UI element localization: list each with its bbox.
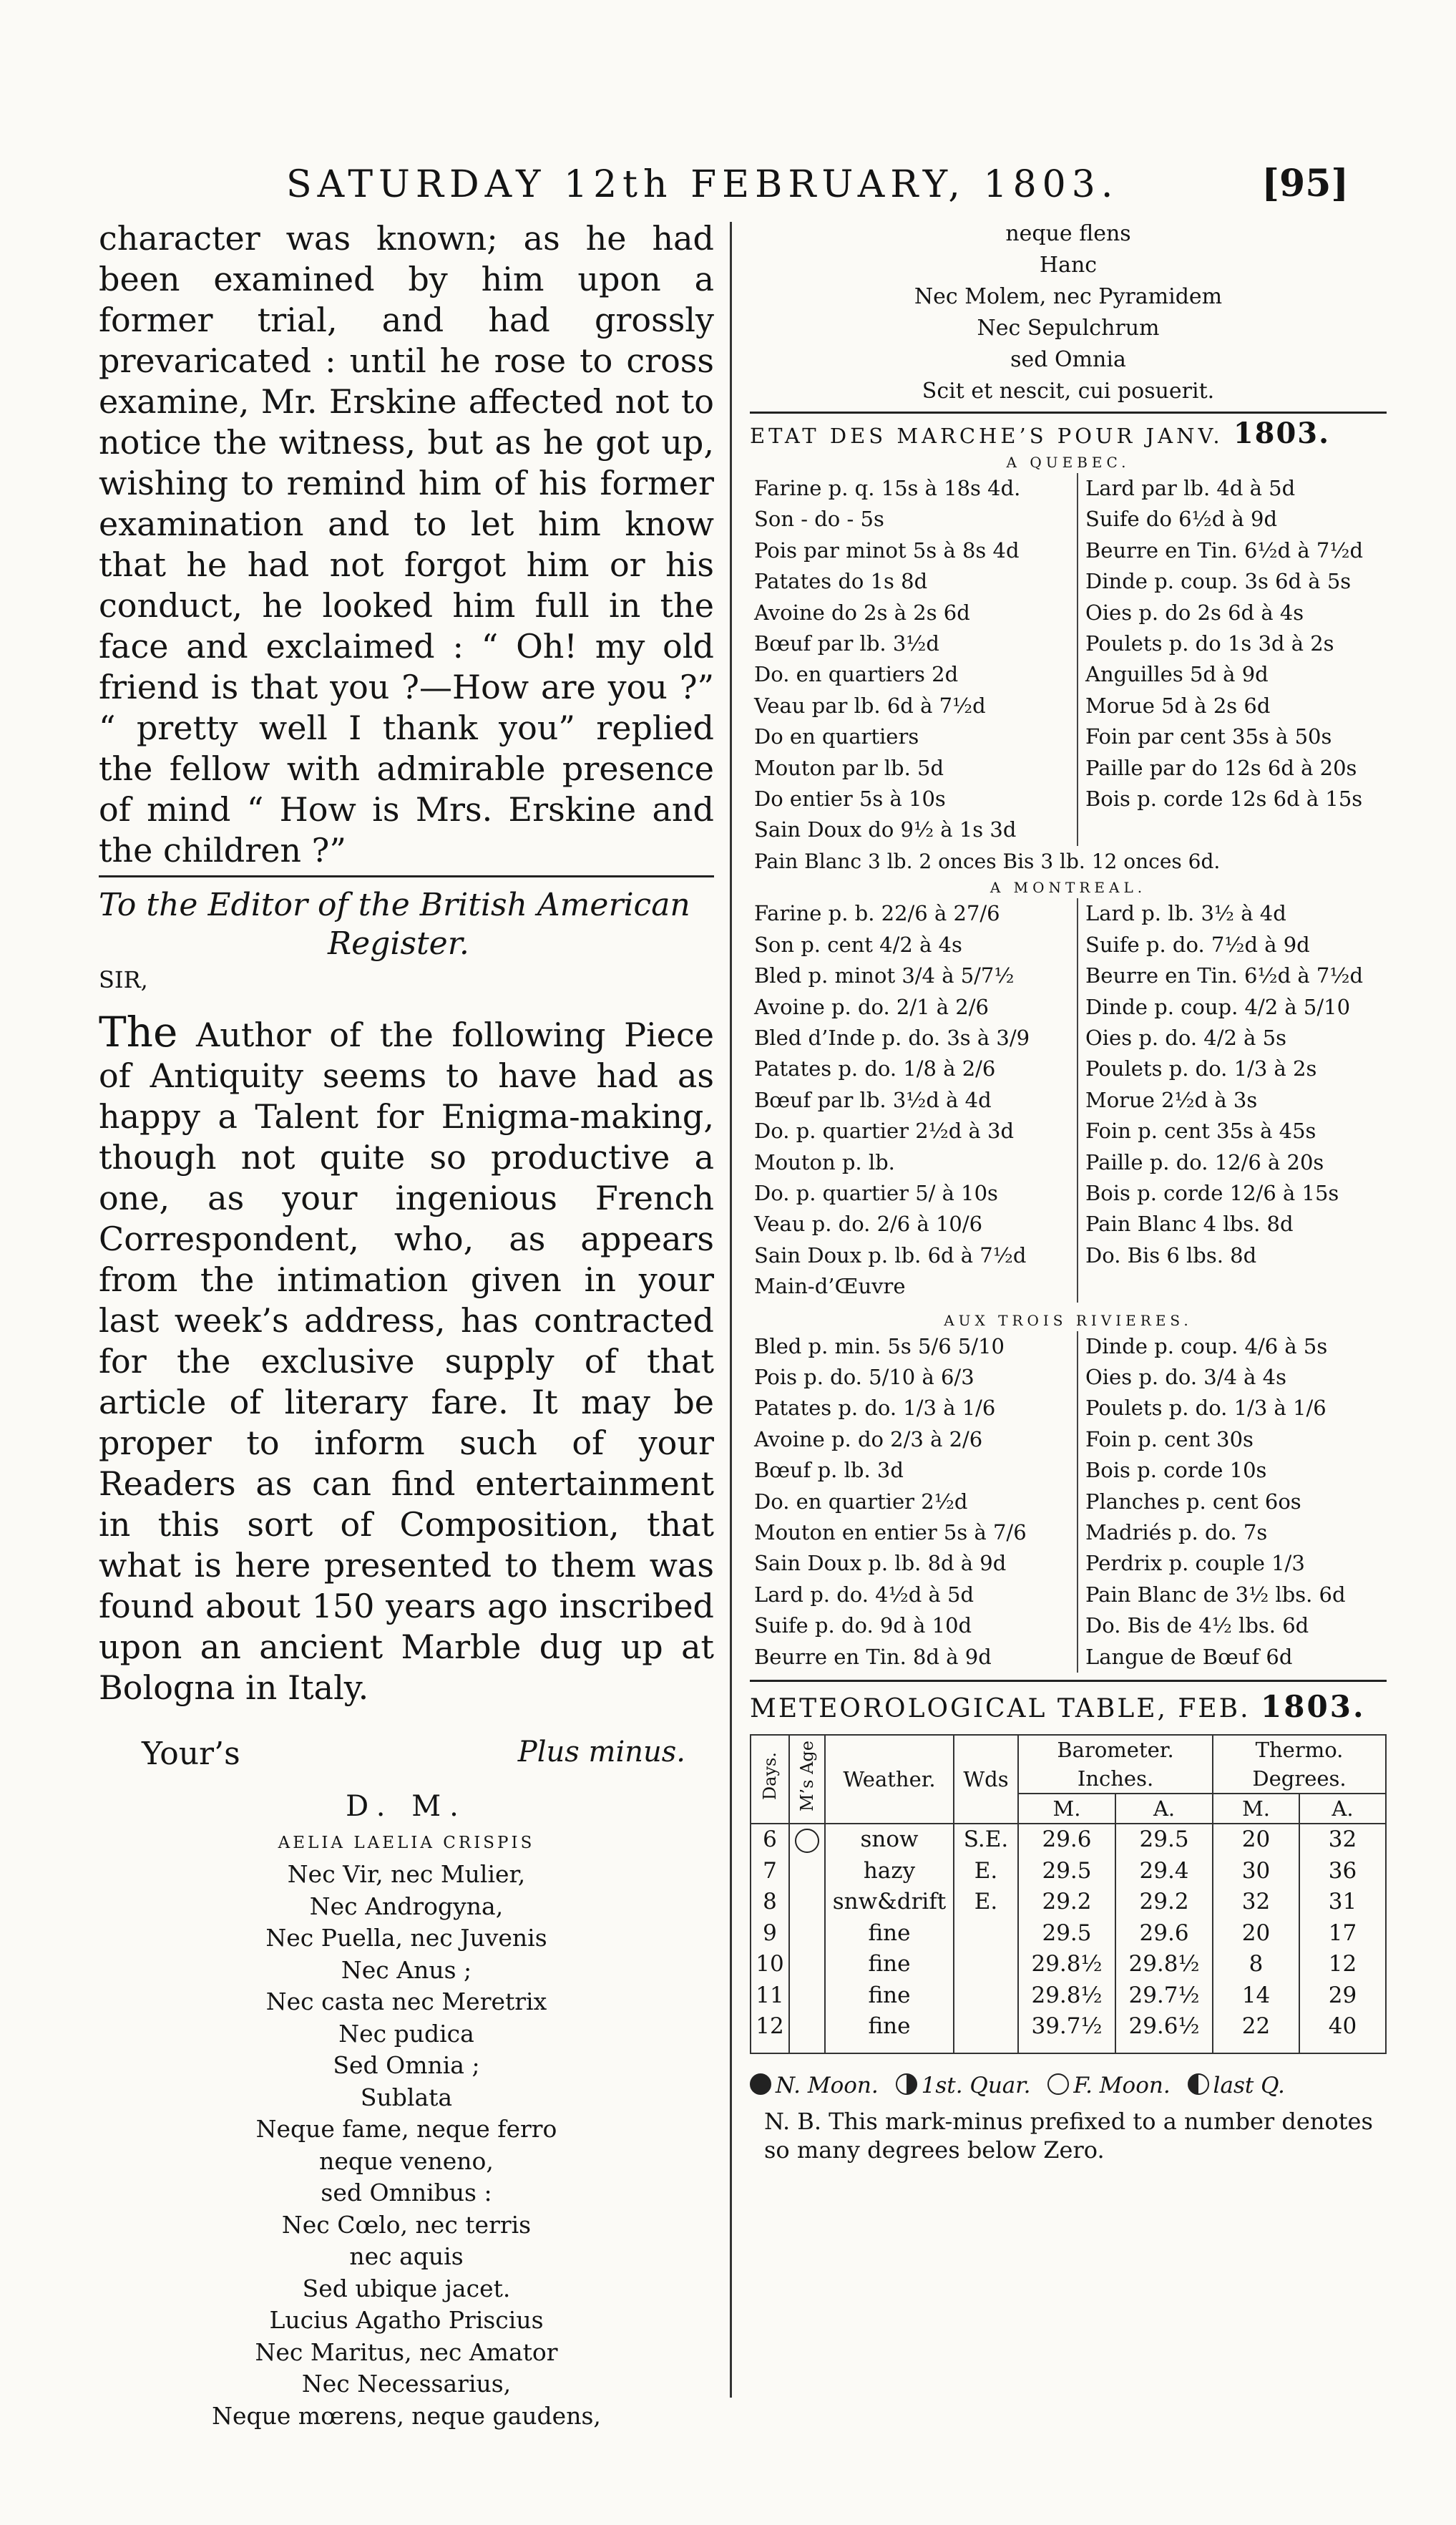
price-row (750, 1331, 1387, 1362)
price-cell-left: Mouton en entier 5s à 7/6 (750, 1517, 1078, 1548)
price-row (750, 1054, 1387, 1084)
price-cell-right: Lard par lb. 4d à 5d (1085, 476, 1296, 500)
montreal-price-table (750, 898, 1387, 1302)
legend-new-moon: N. Moon. (776, 2072, 879, 2098)
cell-th-a: 17 (1299, 1918, 1386, 1950)
price-cell-right: Foin par cent 35s à 50s (1085, 724, 1332, 749)
cell-weather: fine (825, 1949, 954, 1980)
letter-text: Author of the following Piece of Antiquity seems to have had as happy a Talent for Enigma-making, though not quite so productive a one, as your ingenious French Correspondent, who, as appears from the intimation given in your last week’s address, has contracted for the exclusive supply of that article of literary fare. It may be proper to inform such of your Readers as can find entertainment in this sort of Composition, that what is here presented to them was found about 150 years ago inscribed upon an ancient Marble dug up at Bologna in Italy. (99, 1016, 714, 1707)
cell-day: 9 (751, 1918, 789, 1950)
price-cell-left: Farine p. q. 15s à 18s 4d. (750, 473, 1078, 504)
price-row (750, 1209, 1387, 1240)
cell-th-a: 36 (1299, 1856, 1386, 1887)
price-row (750, 1642, 1387, 1673)
new-moon-icon (750, 2073, 771, 2095)
cell-bar-a: 29.6½ (1115, 2011, 1213, 2053)
meteorological-title (750, 1689, 1387, 1724)
price-cell-left: Main-d’Œuvre (750, 1271, 1078, 1302)
price-cell-left: Veau par lb. 6d à 7½d (750, 691, 1078, 721)
cell-th-a: 29 (1299, 1980, 1386, 2012)
epigraph-line: Nec Molem, nec Pyramidem (914, 284, 1223, 309)
cell-bar-a: 29.7½ (1115, 1980, 1213, 2012)
epigraph-line: sed Omnia (1010, 347, 1126, 372)
price-row (750, 898, 1387, 929)
price-row (750, 1240, 1387, 1271)
cell-weather: snow (825, 1824, 954, 1856)
inscription-line: Nec Androgyna, (309, 1892, 504, 1920)
moon-age-cell (789, 1980, 825, 2012)
price-row (750, 1455, 1387, 1486)
price-cell-right: Foin p. cent 35s à 45s (1085, 1119, 1316, 1144)
price-cell-left: Sain Doux do 9½ à 1s 3d (750, 814, 1078, 845)
legend-full-moon: F. Moon. (1073, 2072, 1171, 2098)
price-row (750, 473, 1387, 504)
inscription-line: Nec Necessarius, (301, 2370, 512, 2398)
inscription-line: Lucius Agatho Priscius (269, 2306, 544, 2334)
moon-age-cell (789, 1887, 825, 1918)
price-cell-left: Mouton par lb. 5d (750, 753, 1078, 784)
inscription-line: Neque mœrens, neque gaudens, (212, 2401, 601, 2430)
cell-day: 12 (751, 2011, 789, 2053)
cell-weather: fine (825, 2011, 954, 2053)
cell-bar-m: 29.5 (1018, 1918, 1115, 1950)
cell-bar-m: 29.6 (1018, 1824, 1115, 1856)
inscription-line: Sed ubique jacet. (302, 2274, 511, 2302)
epigraph-line: Hanc (1039, 253, 1098, 278)
trois-rivieres-price-table (750, 1331, 1387, 1673)
weather-row (751, 1949, 1386, 1980)
inscription-dm: D. M. (346, 1790, 467, 1823)
col-bar-m: M. (1018, 1794, 1115, 1824)
weather-row (751, 1918, 1386, 1950)
section-divider (99, 875, 714, 877)
moon-age-cell (789, 1824, 825, 1856)
inscription-line: Sed Omnia ; (333, 2051, 480, 2079)
cell-bar-a: 29.4 (1115, 1856, 1213, 1887)
price-cell-right (1078, 814, 1387, 845)
letter-heading-line1: To the Editor of the British American (99, 887, 690, 923)
price-row (750, 598, 1387, 628)
cell-wind (954, 1949, 1018, 1980)
full-moon-icon (1047, 2073, 1069, 2095)
moon-age-cell (789, 1856, 825, 1887)
cell-th-m: 14 (1213, 1980, 1299, 2012)
price-cell-left: Farine p. b. 22/6 à 27/6 (750, 898, 1078, 929)
price-row (750, 1116, 1387, 1147)
price-row (750, 992, 1387, 1023)
quebec-price-table (750, 473, 1387, 877)
price-row (750, 1517, 1387, 1548)
price-cell-left: Beurre en Tin. 8d à 9d (750, 1642, 1078, 1673)
cell-th-a: 32 (1299, 1824, 1386, 1856)
bread-price: Pain Blanc 3 lb. 2 onces Bis 3 lb. 12 onces 6d. (754, 849, 1221, 873)
price-cell-left: Bled p. min. 5s 5/6 5/10 (750, 1331, 1078, 1362)
price-cell-right: Dinde p. coup. 4/2 à 5/10 (1085, 994, 1351, 1019)
cell-day: 7 (751, 1856, 789, 1887)
inscription-line: sed Omnibus : (321, 2179, 492, 2207)
cell-weather: snw&drift (825, 1887, 954, 1918)
inscription-line: Nec Puella, nec Juvenis (265, 1924, 547, 1952)
signature-line (142, 1736, 685, 1772)
cell-bar-m: 29.2 (1018, 1887, 1115, 1918)
price-cell-left: Mouton p. lb. (750, 1147, 1078, 1178)
salutation: SIR, (99, 966, 148, 993)
price-cell-right: Do. Bis 6 lbs. 8d (1085, 1242, 1257, 1268)
price-cell-right (1078, 1271, 1387, 1302)
market-title-text: ETAT DES MARCHE’S POUR JANV. (750, 424, 1223, 448)
cell-th-a: 31 (1299, 1887, 1386, 1918)
legend-first-quarter: 1st. Quar. (921, 2072, 1031, 2098)
left-column (99, 218, 714, 2432)
inscription-line: Neque fame, neque ferro (255, 2115, 557, 2143)
weather-row (751, 1856, 1386, 1887)
first-quarter-icon (896, 2073, 917, 2095)
letter-first-word: The (99, 1008, 178, 1056)
price-row (750, 659, 1387, 690)
price-row (750, 628, 1387, 659)
price-cell-left: Avoine do 2s à 2s 6d (750, 598, 1078, 628)
price-row (750, 784, 1387, 814)
price-row (750, 504, 1387, 535)
price-row (750, 1362, 1387, 1393)
weather-row (751, 1887, 1386, 1918)
latin-inscription (99, 1791, 714, 2432)
price-cell-right: Perdrix p. couple 1/3 (1085, 1551, 1305, 1576)
price-cell-right: Foin p. cent 30s (1085, 1426, 1254, 1451)
cell-wind: E. (954, 1856, 1018, 1887)
cell-bar-m: 29.8½ (1018, 1980, 1115, 2012)
trois-rivieres-heading: AUX TROIS RIVIERES. (944, 1311, 1193, 1329)
cell-th-m: 22 (1213, 2011, 1299, 2053)
price-cell-left: Veau p. do. 2/6 à 10/6 (750, 1209, 1078, 1240)
price-row (750, 1178, 1387, 1209)
price-cell-left: Do. p. quartier 2½d à 3d (750, 1116, 1078, 1147)
inscription-line: nec aquis (349, 2242, 464, 2270)
running-head: SATURDAY 12th FEBRUARY, 1803. (286, 163, 1119, 206)
bread-price-row (750, 846, 1387, 877)
cell-bar-a: 29.8½ (1115, 1949, 1213, 1980)
price-cell-right: Morue 5d à 2s 6d (1085, 693, 1271, 718)
market-year: 1803. (1233, 417, 1331, 450)
inscription-line: Sublata (360, 2083, 453, 2111)
price-cell-left: Sain Doux p. lb. 6d à 7½d (750, 1240, 1078, 1271)
last-quarter-icon (1188, 2073, 1209, 2095)
col-thermometer: Thermo. Degrees. (1213, 1735, 1386, 1794)
price-row (750, 1147, 1387, 1178)
price-row (750, 960, 1387, 991)
price-cell-right: Anguilles 5d à 9d (1085, 662, 1269, 687)
cell-bar-a: 29.5 (1115, 1824, 1213, 1856)
cell-th-m: 20 (1213, 1824, 1299, 1856)
price-cell-right: Morue 2½d à 3s (1085, 1087, 1258, 1112)
col-th-m: M. (1213, 1794, 1299, 1824)
cell-th-a: 40 (1299, 2011, 1386, 2053)
price-row (750, 930, 1387, 960)
price-cell-left: Son p. cent 4/2 à 4s (750, 930, 1078, 960)
inscription-line: Nec Vir, nec Mulier, (287, 1860, 526, 1888)
footnote: N. B. This mark-minus prefixed to a number denotes so many degrees below Zero. (764, 2107, 1373, 2164)
price-row (750, 1023, 1387, 1054)
col-barometer: Barometer. Inches. (1018, 1735, 1213, 1794)
price-row (750, 1393, 1387, 1424)
moon-legend (750, 2073, 1387, 2098)
price-row (750, 535, 1387, 566)
price-cell-right: Poulets p. do. 1/3 à 1/6 (1085, 1396, 1326, 1421)
cell-bar-m: 29.5 (1018, 1856, 1115, 1887)
full-moon-icon (795, 1829, 819, 1853)
price-cell-left: Patates p. do. 1/3 à 1/6 (750, 1393, 1078, 1424)
weather-row (751, 2011, 1386, 2053)
price-cell-right: Bois p. corde 12/6 à 15s (1085, 1180, 1339, 1205)
price-row (750, 814, 1387, 845)
price-cell-right: Paille p. do. 12/6 à 20s (1085, 1149, 1324, 1174)
cell-bar-a: 29.2 (1115, 1887, 1213, 1918)
price-row (750, 721, 1387, 752)
inscription-continuation (750, 218, 1387, 407)
cell-weather: fine (825, 1918, 954, 1950)
price-cell-left: Do. p. quartier 5/ à 10s (750, 1178, 1078, 1209)
price-cell-left: Do. en quartiers 2d (750, 659, 1078, 690)
price-row (750, 1424, 1387, 1455)
price-cell-right: Madriés p. do. 7s (1085, 1520, 1268, 1544)
price-cell-left: Sain Doux p. lb. 8d à 9d (750, 1548, 1078, 1579)
epigraph-line: Scit et nescit, cui posuerit. (922, 379, 1215, 404)
inscription-line: neque veneno, (319, 2146, 494, 2175)
price-row (750, 691, 1387, 721)
price-cell-left: Do entier 5s à 10s (750, 784, 1078, 814)
cell-day: 11 (751, 1980, 789, 2012)
price-cell-right: Oies p. do. 3/4 à 4s (1085, 1364, 1286, 1389)
price-cell-left: Bled p. minot 3/4 à 5/7½ (750, 960, 1078, 991)
letter-body (99, 1008, 714, 1708)
price-row (750, 1580, 1387, 1610)
signature-yours: Your’s (142, 1736, 240, 1772)
weather-row (751, 1824, 1386, 1856)
cell-bar-m: 39.7½ (1018, 2011, 1115, 2053)
right-column (750, 218, 1387, 2164)
section-divider (750, 412, 1387, 414)
cell-day: 10 (751, 1949, 789, 1980)
price-cell-right: Oies p. do 2s 6d à 4s (1085, 600, 1304, 625)
price-cell-right: Beurre en Tin. 6½d à 7½d (1085, 537, 1364, 563)
price-cell-left: Bœuf p. lb. 3d (750, 1455, 1078, 1486)
market-table-title (750, 418, 1387, 452)
price-cell-left: Patates do 1s 8d (750, 566, 1078, 597)
cell-wind (954, 2011, 1018, 2053)
signature-name: Plus minus. (517, 1736, 685, 1769)
price-cell-right: Poulets p. do 1s 3d à 2s (1085, 631, 1334, 656)
moon-age-cell (789, 1949, 825, 1980)
price-cell-right: Dinde p. coup. 4/6 à 5s (1085, 1333, 1328, 1358)
price-cell-right: Paille par do 12s 6d à 20s (1085, 755, 1357, 780)
page-number: [95] (1261, 162, 1349, 205)
inscription-line: Nec Cœlo, nec terris (281, 2210, 532, 2239)
price-cell-right: Planches p. cent 6os (1085, 1489, 1301, 1514)
cell-wind: E. (954, 1887, 1018, 1918)
erskine-anecdote: character was known; as he had been examined by him upon a former trial, and had grossly prevaricated : until he rose to cross examine, Mr. Erskine affected not to notice the witness, but as he got up, wishing to remind him of his former examination and to let him know that he had not forgot him or his conduct, he looked him full in the face and exclaimed : “ Oh! my old friend is that you ?—How are you ?” “ pretty well I thank you” replied the fellow with admirable presence of mind “ How is Mrs. Erskine and the children ?” (99, 219, 714, 870)
cell-day: 8 (751, 1887, 789, 1918)
cell-th-a: 12 (1299, 1949, 1386, 1980)
col-moons-age: M’s Age (789, 1735, 825, 1824)
col-weather: Weather. (825, 1735, 954, 1824)
price-cell-right: Langue de Bœuf 6d (1085, 1644, 1293, 1669)
price-cell-left: Son - do - 5s (750, 504, 1078, 535)
price-cell-left: Lard p. do. 4½d à 5d (750, 1580, 1078, 1610)
meteorological-table (750, 1734, 1387, 2054)
cell-weather: fine (825, 1980, 954, 2012)
inscription-line: Nec Maritus, nec Amator (255, 2337, 558, 2366)
weather-row (751, 1980, 1386, 2012)
moon-age-cell (789, 2011, 825, 2053)
cell-wind (954, 1918, 1018, 1950)
price-row (750, 1085, 1387, 1116)
price-row (750, 1271, 1387, 1302)
price-cell-right: Oies p. do. 4/2 à 5s (1085, 1025, 1286, 1050)
cell-th-m: 30 (1213, 1856, 1299, 1887)
cell-wind (954, 1980, 1018, 2012)
cell-bar-m: 29.8½ (1018, 1949, 1115, 1980)
met-title-text: METEOROLOGICAL TABLE, FEB. (750, 1694, 1251, 1724)
moon-age-cell (789, 1918, 825, 1950)
letter-heading (99, 886, 714, 963)
col-days: Days. (751, 1735, 789, 1824)
price-row (750, 1487, 1387, 1517)
price-cell-left: Suife p. do. 9d à 10d (750, 1610, 1078, 1641)
price-cell-right: Suife do 6½d à 9d (1085, 507, 1278, 532)
montreal-heading: A MONTREAL. (990, 879, 1147, 897)
price-row (750, 566, 1387, 597)
epigraph-line: Nec Sepulchrum (977, 316, 1160, 341)
price-cell-left: Bœuf par lb. 3½d à 4d (750, 1085, 1078, 1116)
cell-th-m: 8 (1213, 1949, 1299, 1980)
price-cell-right: Pain Blanc de 3½ lbs. 6d (1085, 1582, 1346, 1607)
price-cell-right: Suife p. do. 7½d à 9d (1085, 932, 1310, 957)
price-cell-right: Poulets p. do. 1/3 à 2s (1085, 1056, 1317, 1081)
section-divider (750, 1680, 1387, 1682)
legend-last-quarter: last Q. (1213, 2072, 1285, 2098)
inscription-line: Nec Anus ; (341, 1955, 472, 1984)
cell-weather: hazy (825, 1856, 954, 1887)
met-year: 1803. (1261, 1689, 1366, 1725)
price-cell-right: Beurre en Tin. 6½d à 7½d (1085, 963, 1364, 988)
price-cell-right: Bois p. corde 10s (1085, 1458, 1267, 1483)
price-cell-right: Bois p. corde 12s 6d à 15s (1085, 787, 1363, 812)
price-cell-right: Do. Bis de 4½ lbs. 6d (1085, 1613, 1309, 1638)
price-cell-left: Bœuf par lb. 3½d (750, 628, 1078, 659)
cell-wind: S.E. (954, 1824, 1018, 1856)
price-cell-left: Avoine p. do 2/3 à 2/6 (750, 1424, 1078, 1455)
cell-day: 6 (751, 1824, 789, 1856)
price-cell-left: Patates p. do. 1/8 à 2/6 (750, 1054, 1078, 1084)
cell-th-m: 20 (1213, 1918, 1299, 1950)
price-cell-right: Dinde p. coup. 3s 6d à 5s (1085, 569, 1352, 594)
price-cell-right: Pain Blanc 4 lbs. 8d (1085, 1212, 1294, 1237)
col-bar-a: A. (1115, 1794, 1213, 1824)
column-rule (730, 222, 732, 2398)
inscription-line: Nec casta nec Meretrix (265, 1988, 547, 2015)
price-cell-left: Pois p. do. 5/10 à 6/3 (750, 1362, 1078, 1393)
epigraph-line: neque flens (1005, 221, 1131, 246)
cell-bar-a: 29.6 (1115, 1918, 1213, 1950)
cell-th-m: 32 (1213, 1887, 1299, 1918)
price-cell-left: Do. en quartier 2½d (750, 1487, 1078, 1517)
price-cell-left: Avoine p. do. 2/1 à 2/6 (750, 992, 1078, 1023)
price-row (750, 753, 1387, 784)
price-cell-left: Do en quartiers (750, 721, 1078, 752)
col-winds: Wds (954, 1735, 1018, 1824)
quebec-heading: A QUEBEC. (1006, 454, 1130, 471)
price-cell-left: Pois par minot 5s à 8s 4d (750, 535, 1078, 566)
inscription-name: AELIA LAELIA CRISPIS (278, 1833, 535, 1852)
price-cell-left: Bled d’Inde p. do. 3s à 3/9 (750, 1023, 1078, 1054)
col-th-a: A. (1299, 1794, 1386, 1824)
price-row (750, 1610, 1387, 1641)
price-cell-right: Lard p. lb. 3½ à 4d (1085, 901, 1286, 926)
inscription-line: Nec pudica (338, 2019, 474, 2048)
letter-heading-line2: Register. (328, 925, 469, 962)
price-row (750, 1548, 1387, 1579)
